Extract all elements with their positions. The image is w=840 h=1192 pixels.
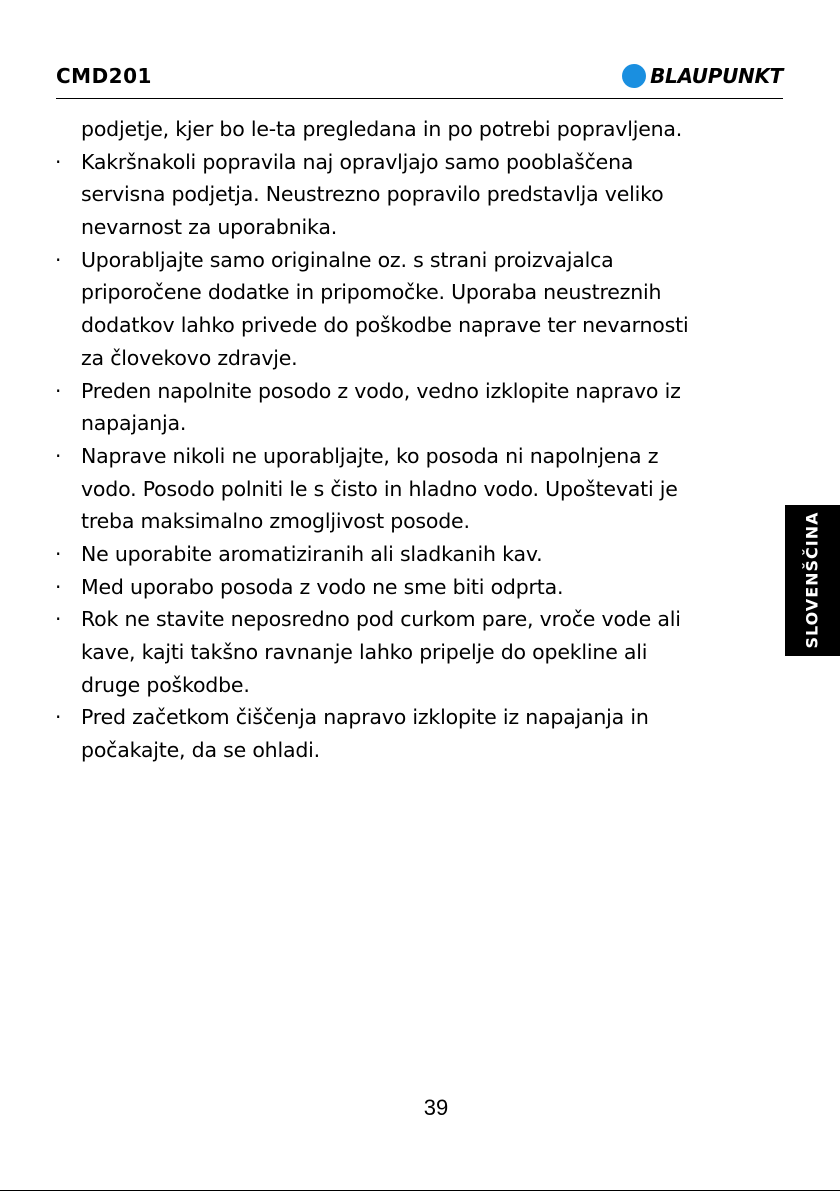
- text-line: [0, 669, 800, 702]
- language-tab-label: SLOVENŠČINA: [802, 511, 822, 649]
- bullet-icon: ·: [55, 705, 62, 730]
- line-text: Med uporabo posoda z vodo ne sme biti odprta.: [81, 574, 564, 599]
- text-line: [0, 440, 800, 473]
- text-line: [0, 178, 800, 211]
- line-text: Naprave nikoli ne uporabljajte, ko posoda ni napolnjena z: [81, 443, 659, 468]
- line-text: Rok ne stavite neposredno pod curkom pare, vroče vode ali: [81, 607, 681, 632]
- line-text: dodatkov lahko privede do poškodbe naprave ter nevarnosti: [81, 313, 689, 338]
- line-text: druge poškodbe.: [81, 672, 250, 697]
- text-line: [0, 603, 800, 636]
- text-line: [0, 276, 800, 309]
- text-line: [0, 342, 800, 375]
- brand-name: BLAUPUNKT: [650, 64, 783, 88]
- text-line: [0, 375, 800, 408]
- bullet-icon: ·: [55, 574, 62, 599]
- brand-logo-icon: [622, 64, 646, 88]
- text-line: [0, 211, 800, 244]
- text-line: [0, 701, 800, 734]
- bullet-icon: ·: [55, 149, 62, 174]
- line-text: treba maksimalno zmogljivost posode.: [81, 509, 470, 534]
- text-line: [0, 538, 800, 571]
- line-text: Preden napolnite posodo z vodo, vedno izklopite napravo iz: [81, 378, 681, 403]
- bullet-icon: ·: [55, 247, 62, 272]
- line-text: nevarnost za uporabnika.: [81, 215, 338, 240]
- text-line: [0, 244, 800, 277]
- line-text: Kakršnakoli popravila naj opravljajo samo pooblaščena: [81, 149, 634, 174]
- text-line: [0, 113, 800, 146]
- text-line: [0, 473, 800, 506]
- model-name: CMD201: [56, 64, 152, 88]
- bullet-icon: ·: [55, 541, 62, 566]
- line-text: počakajte, da se ohladi.: [81, 738, 320, 763]
- text-line: [0, 636, 800, 669]
- language-tab: [785, 505, 840, 656]
- bullet-icon: ·: [55, 607, 62, 632]
- page-number: 39: [423, 1095, 449, 1120]
- bullet-icon: ·: [55, 443, 62, 468]
- line-text: podjetje, kjer bo le-ta pregledana in po potrebi popravljena.: [81, 117, 683, 141]
- text-line: [0, 571, 800, 604]
- safety-instructions: [0, 113, 800, 767]
- text-line: [0, 309, 800, 342]
- line-text: vodo. Posodo polniti le s čisto in hladno vodo. Upoštevati je: [81, 476, 678, 501]
- brand-logo: [622, 64, 783, 88]
- text-line: [0, 407, 800, 440]
- line-text: Ne uporabite aromatiziranih ali sladkanih kav.: [81, 541, 543, 566]
- line-text: Pred začetkom čiščenja napravo izklopite iz napajanja in: [81, 705, 649, 730]
- line-text: servisna podjetja. Neustrezno popravilo predstavlja veliko: [81, 182, 664, 207]
- line-text: Uporabljajte samo originalne oz. s strani proizvajalca: [81, 247, 614, 272]
- page-header: [56, 62, 783, 99]
- bullet-icon: ·: [55, 378, 62, 403]
- text-line: [0, 734, 800, 767]
- line-text: kave, kajti takšno ravnanje lahko pripelje do opekline ali: [81, 640, 648, 664]
- text-line: [0, 146, 800, 179]
- line-text: napajanja.: [81, 411, 187, 436]
- line-text: priporočene dodatke in pripomočke. Uporaba neustreznih: [81, 280, 662, 305]
- line-text: za človekovo zdravje.: [81, 345, 298, 370]
- text-line: [0, 505, 800, 538]
- footer-divider: [0, 1190, 840, 1191]
